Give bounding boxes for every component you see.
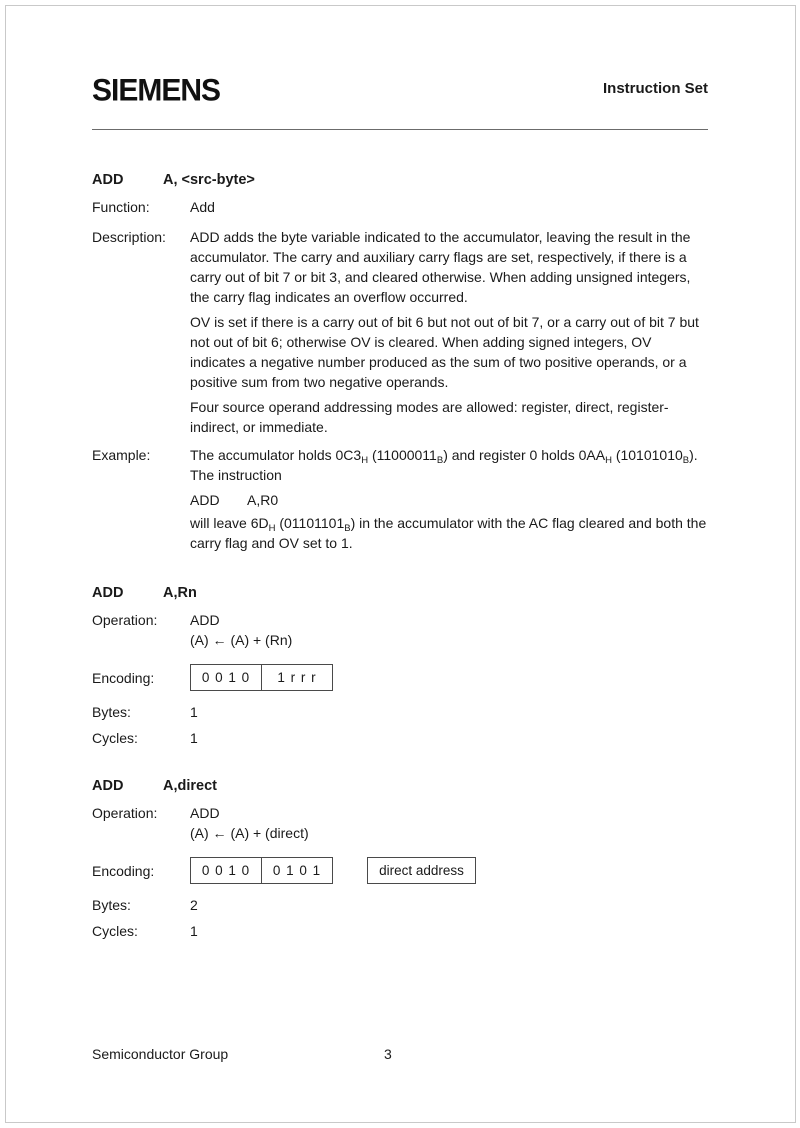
description-row: [92, 227, 708, 437]
operation-label: Operation:: [92, 805, 158, 821]
cycles-label: Cycles:: [92, 730, 138, 746]
description-paragraph: Four source operand addressing modes are allowed: register, direct, register-indirect, or immediate.: [190, 399, 669, 435]
operands: A,direct: [163, 778, 217, 794]
direct-address-box: direct address: [367, 857, 476, 884]
operation-mnemonic: ADD: [190, 805, 220, 821]
bytes-value: 1: [190, 704, 198, 720]
footer-page-number: 3: [384, 1046, 392, 1062]
description-paragraph: OV is set if there is a carry out of bit 6 but not out of bit 7, or a carry out of bit 7 but not out of bit 6; otherwise OV is cleared. When adding signed integers, OV indicates a negative number produced as the sum of two positive operands, or a positive sum from two negative operands.: [190, 314, 699, 390]
section-add-a-rn: [92, 583, 708, 748]
section-add-src-byte: [92, 170, 708, 553]
page-header: [92, 73, 708, 108]
mnemonic: ADD: [92, 585, 124, 601]
bytes-label: Bytes:: [92, 897, 131, 913]
mnemonic: ADD: [92, 778, 124, 794]
instruction-heading: [92, 583, 708, 603]
encoding-table: [190, 664, 333, 691]
function-label: Function:: [92, 199, 150, 215]
example-row: [92, 445, 708, 553]
cycles-label: Cycles:: [92, 923, 138, 939]
mnemonic: ADD: [92, 172, 124, 188]
operation-formula: (A) ← (A) + (Rn): [190, 632, 293, 648]
bytes-row: [92, 702, 708, 722]
operands: A, <src-byte>: [163, 172, 255, 188]
example-code-line: [190, 490, 708, 510]
encoding-value: [190, 857, 708, 884]
encoding-cell: 0 0 1 0: [201, 670, 251, 685]
operation-label: Operation:: [92, 612, 158, 628]
encoding-value: [190, 664, 708, 691]
encoding-label: Encoding:: [92, 669, 155, 686]
cycles-value: 1: [190, 730, 198, 746]
cycles-row: [92, 921, 708, 941]
encoding-cell: 0 0 1 0: [201, 863, 251, 878]
encoding-table: [190, 857, 333, 884]
example-paragraph: will leave $6D_H$ $(01101101_B)$ in the accumulator with the AC flag cleared and both the carry flag and OV set to 1.: [190, 515, 707, 551]
section-add-a-direct: [92, 776, 708, 941]
function-row: [92, 197, 708, 217]
cycles-row: [92, 728, 708, 748]
example-label: Example:: [92, 447, 151, 463]
encoding-label: Encoding:: [92, 862, 155, 879]
bytes-value: 2: [190, 897, 198, 913]
operands: A,Rn: [163, 585, 197, 601]
encoding-row: [92, 664, 708, 691]
operation-row: [92, 803, 708, 843]
example-code-operands: A,R0: [247, 492, 279, 508]
header-title: Instruction Set: [602, 80, 708, 97]
siemens-logo: SIEMENS: [92, 73, 221, 108]
encoding-cell: 1 r r r: [261, 665, 332, 690]
encoding-row: [92, 857, 708, 884]
bytes-row: [92, 895, 708, 915]
operation-mnemonic: ADD: [190, 612, 220, 628]
description-value: [190, 227, 708, 437]
page-content: [92, 0, 708, 941]
instruction-heading: [92, 170, 708, 190]
operation-value: [190, 803, 708, 843]
description-label: Description:: [92, 229, 166, 245]
operation-value: [190, 610, 708, 650]
operation-formula: (A) ← (A) + (direct): [190, 825, 309, 841]
example-code-mnemonic: ADD: [190, 492, 220, 508]
page-footer: [92, 1044, 708, 1064]
operation-row: [92, 610, 708, 650]
footer-group: Semiconductor Group: [92, 1046, 229, 1062]
description-paragraph: ADD adds the byte variable indicated to the accumulator, leaving the result in the accumulator. The carry and auxiliary carry flags are set, respectively, if there is a carry out of bit 7 or bit 3, and cleared otherwise. When adding unsigned integers, the carry flag indicates an overflow occurred.: [190, 229, 691, 305]
header-rule: [92, 129, 708, 130]
function-value: Add: [190, 199, 215, 215]
example-value: [190, 445, 708, 553]
example-paragraph: The accumulator holds $0C3_H$ $(11000011_B)$ and register 0 holds $0AA_H$ $(10101010_B)$. The instruction: [190, 447, 698, 483]
bytes-label: Bytes:: [92, 704, 131, 720]
encoding-cell: 0 1 0 1: [261, 858, 332, 883]
cycles-value: 1: [190, 923, 198, 939]
instruction-heading: [92, 776, 708, 796]
